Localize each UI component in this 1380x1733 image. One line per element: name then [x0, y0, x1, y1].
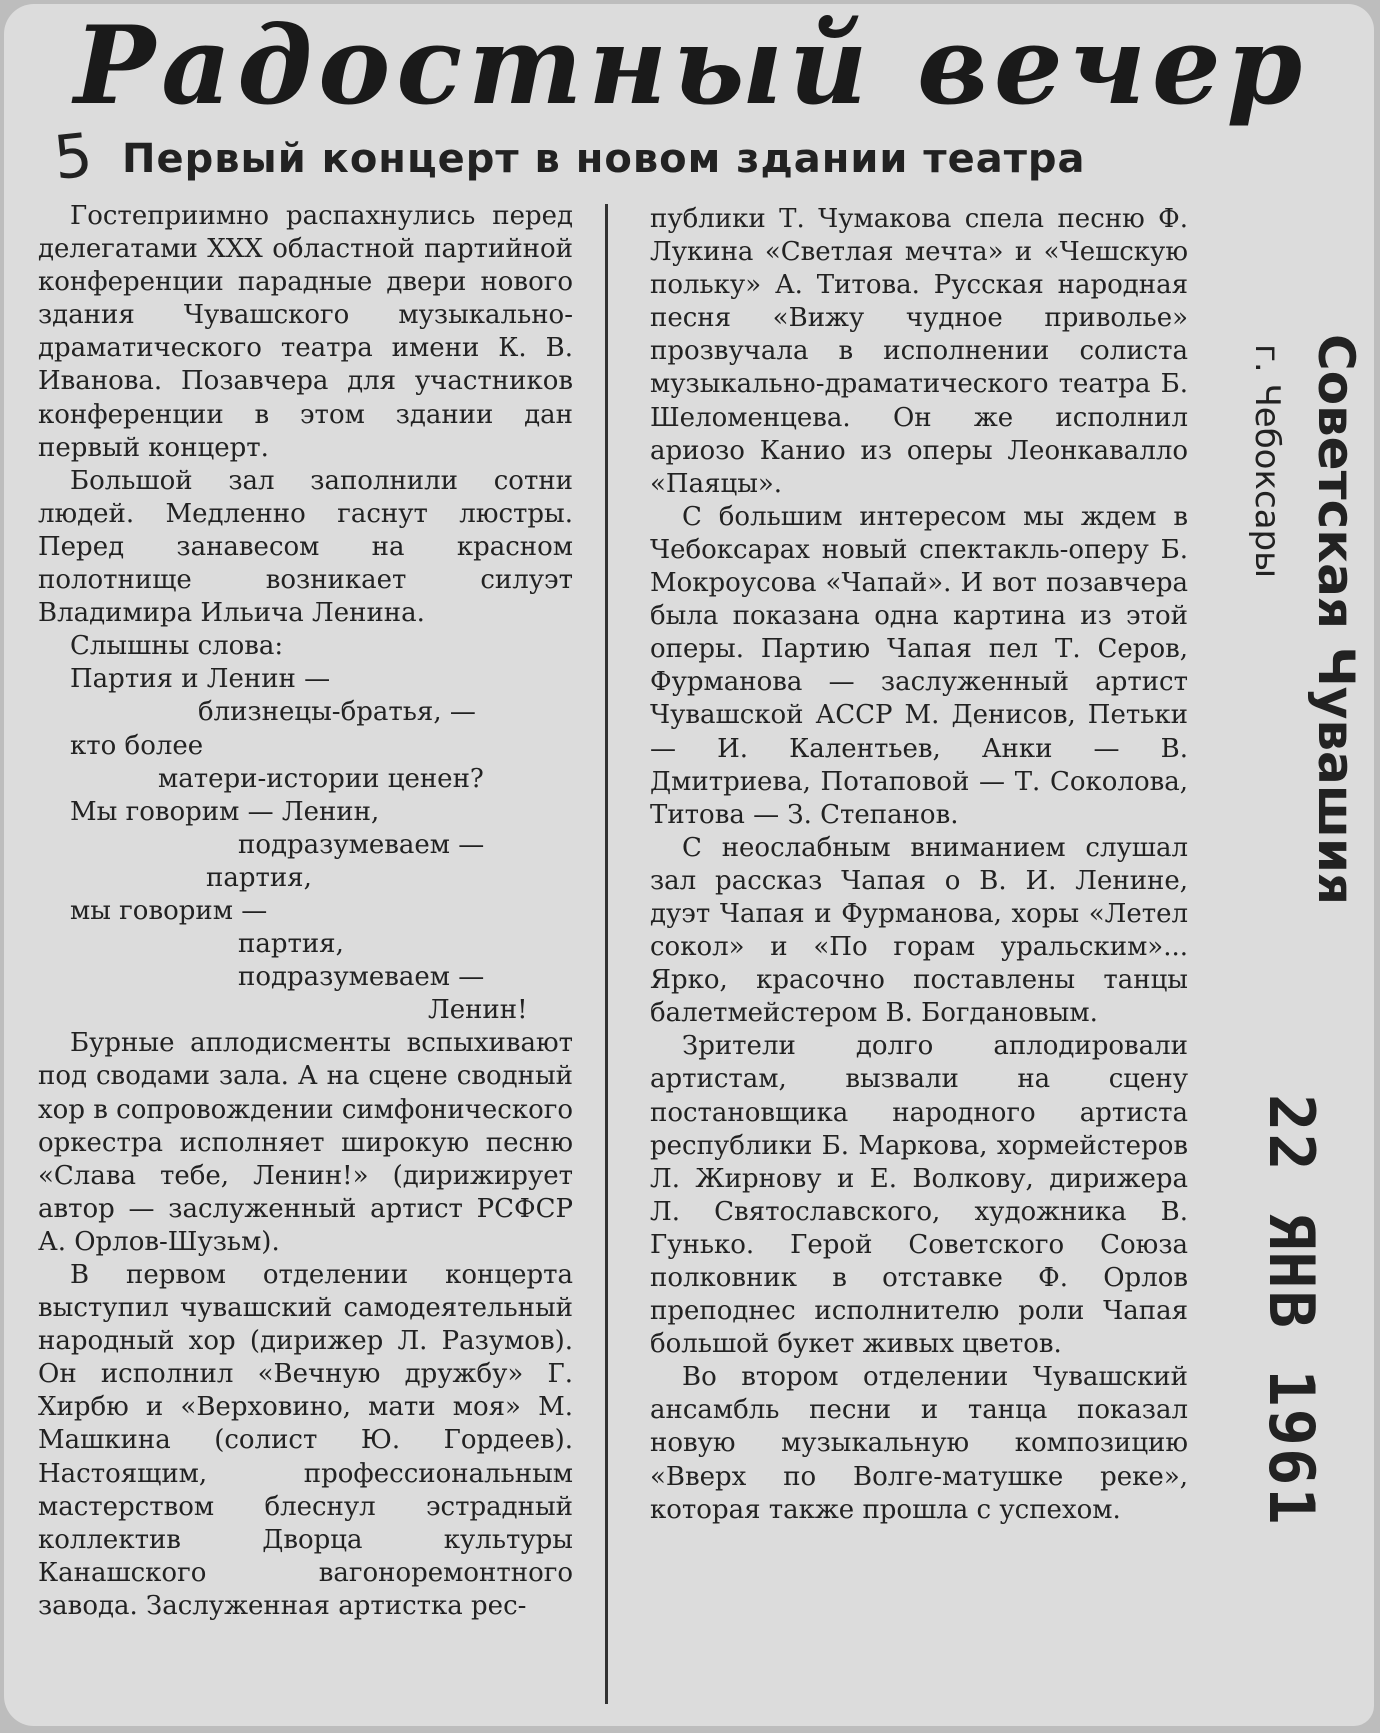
- paragraph: Гостеприимно распахнулись перед делегатами XXX областной партийной конференции парадные двери нового здания Чувашского музыкально-драматического театра имени К. В. Иванова. Позавчера для участников конференции в этом здании дан первый концерт.: [38, 201, 573, 463]
- poem-line: партия,: [206, 862, 312, 893]
- poem-line: Ленин!: [428, 995, 528, 1026]
- paragraph: Во втором отделении Чувашский ансамбль песни и танца показал новую музыкальную композицию «Вверх по Волге-матушке реке», которая также прошла с успехом.: [650, 1362, 1188, 1525]
- newspaper-city: г. Чебоксары: [1247, 344, 1287, 578]
- poem-line: матери-истории ценен?: [158, 763, 484, 794]
- paragraph: С большим интересом мы ждем в Чебоксарах новый спектакль-оперу Б. Мокроусова «Чапай». И вот позавчера была показана одна картина из этой оперы. Партию Чапая пел Т. Серов, Фурманова — заслуженный артист Чувашской АССР М. Денисов, Петьки — И. Калентьев, Анки — В. Дмитриева, Потаповой — Т. Соколова, Титова — З. Степанов.: [650, 501, 1188, 830]
- paragraph: С неослабным вниманием слушал зал рассказ Чапая о В. И. Ленине, дуэт Чапая и Фурманова, хоры «Летел сокол» и «По горам уральским»... Ярко, красочно поставлены танцы балетмейстером В. Богдановым.: [650, 832, 1188, 1029]
- right-column: [650, 203, 1188, 1527]
- poem-quote: [38, 663, 573, 1027]
- paragraph: Зрители долго аплодировали артистам, вызвали на сцену постановщика народного артиста республики Б. Маркова, хормейстеров Л. Жирнову и Е. Волкову, дирижера Л. Святославского, художника В. Гунько. Герой Советского Союза полковник в отставке Ф. Орлов преподнес исполнителю роли Чапая большой букет живых цветов.: [650, 1031, 1188, 1360]
- poem-line: Партия и Ленин —: [70, 664, 331, 695]
- paragraph: Большой зал заполнили сотни людей. Медленно гаснут люстры. Перед занавесом на красном полотнище возникает силуэт Владимира Ильича Ленина.: [38, 465, 573, 629]
- poem-line: кто более: [70, 730, 204, 761]
- paragraph: Бурные аплодисменты вспыхивают под сводами зала. А на сцене сводный хор в сопровождении симфонического оркестра исполняет широкую песню «Слава тебе, Ленин!» (дирижирует автор — заслуженный артист РСФСР А. Орлов-Шузьм).: [38, 1028, 573, 1257]
- poem-line: Мы говорим — Ленин,: [70, 796, 380, 827]
- archive-stamp: [1219, 334, 1365, 1684]
- poem-line: мы говорим —: [70, 895, 268, 926]
- column-divider: [605, 204, 608, 1704]
- poem-line: подразумеваем —: [238, 829, 485, 860]
- handwritten-mark: 5: [50, 120, 96, 194]
- left-column: [38, 200, 573, 1623]
- article-headline: Радостный вечер: [74, 4, 1309, 129]
- newspaper-name: Советская Чувашия: [1307, 334, 1365, 906]
- article-subheadline: Первый концерт в новом здании театра: [122, 136, 1086, 182]
- paragraph: публики Т. Чумакова спела песню Ф. Лукина «Светлая мечта» и «Чешскую польку» А. Титова. Русская народная песня «Вижу чудное приволье» прозвучала в исполнении солиста музыкально-драматического театра Б. Шеломенцева. Он же исполнил ариозо Канио из оперы Леонкавалло «Паяцы».: [650, 204, 1188, 499]
- paragraph: В первом отделении концерта выступил чувашский самодеятельный народный хор (дирижер Л. Разумов). Он исполнил «Вечную дружбу» Г. Хирбю и «Верховино, мати моя» М. Машкина (солист Ю. Гордеев). Настоящим, профессиональным мастерством блеснул эстрадный коллектив Дворца культуры Канашского вагоноремонтного завода. Заслуженная артистка рес-: [38, 1260, 573, 1621]
- date-stamp: 22 ЯНВ 1961: [1255, 1094, 1328, 1527]
- poem-line: близнецы-братья, —: [198, 697, 476, 728]
- poem-line: подразумеваем —: [238, 962, 485, 993]
- poem-line: партия,: [238, 929, 344, 960]
- newspaper-clipping: [4, 4, 1374, 1726]
- paragraph: Слышны слова:: [70, 631, 284, 662]
